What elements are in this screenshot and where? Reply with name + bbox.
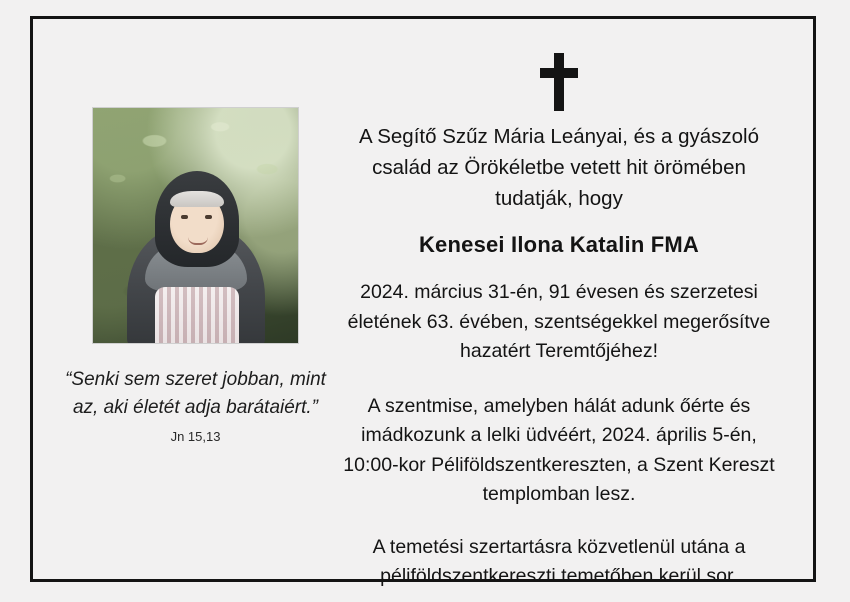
latin-cross-icon [333, 51, 785, 113]
announcement-intro: A Segítő Szűz Mária Leányai, és a gyászoló család az Örökéletbe vetett hit örömében tudatják, hogy [359, 125, 759, 211]
figure-eye-left [181, 215, 188, 219]
right-column [333, 51, 785, 592]
left-column [63, 107, 328, 444]
announcement-card [30, 16, 816, 588]
burial-info: A temetési szertartásra közvetlenül utána a péliföldszentkereszti temetőben kerül sor. [372, 536, 746, 588]
scripture-reference: Jn 15,13 [170, 429, 221, 445]
scripture-quote: “Senki sem szeret jobban, mint az, aki életét adja barátaiért.” [65, 369, 326, 418]
figure-hair [170, 191, 224, 207]
figure-apron [155, 287, 239, 344]
mass-info: A szentmise, amelyben hálát adunk őérte és imádkozunk a lelki üdvéért, 2024. április 5-én, 10:00-kor Péliföldszentkereszten, a Szent Kereszt templomban lesz. [343, 395, 775, 505]
death-info: 2024. március 31-én, 91 évesen és szerzetesi életének 63. évében, szentségekkel megerősítve hazatért Teremtőjéhez! [347, 281, 771, 362]
portrait-photo [92, 107, 299, 344]
photo-figure [121, 171, 271, 344]
figure-eye-right [205, 215, 212, 219]
deceased-name: Kenesei Ilona Katalin FMA [418, 232, 700, 258]
